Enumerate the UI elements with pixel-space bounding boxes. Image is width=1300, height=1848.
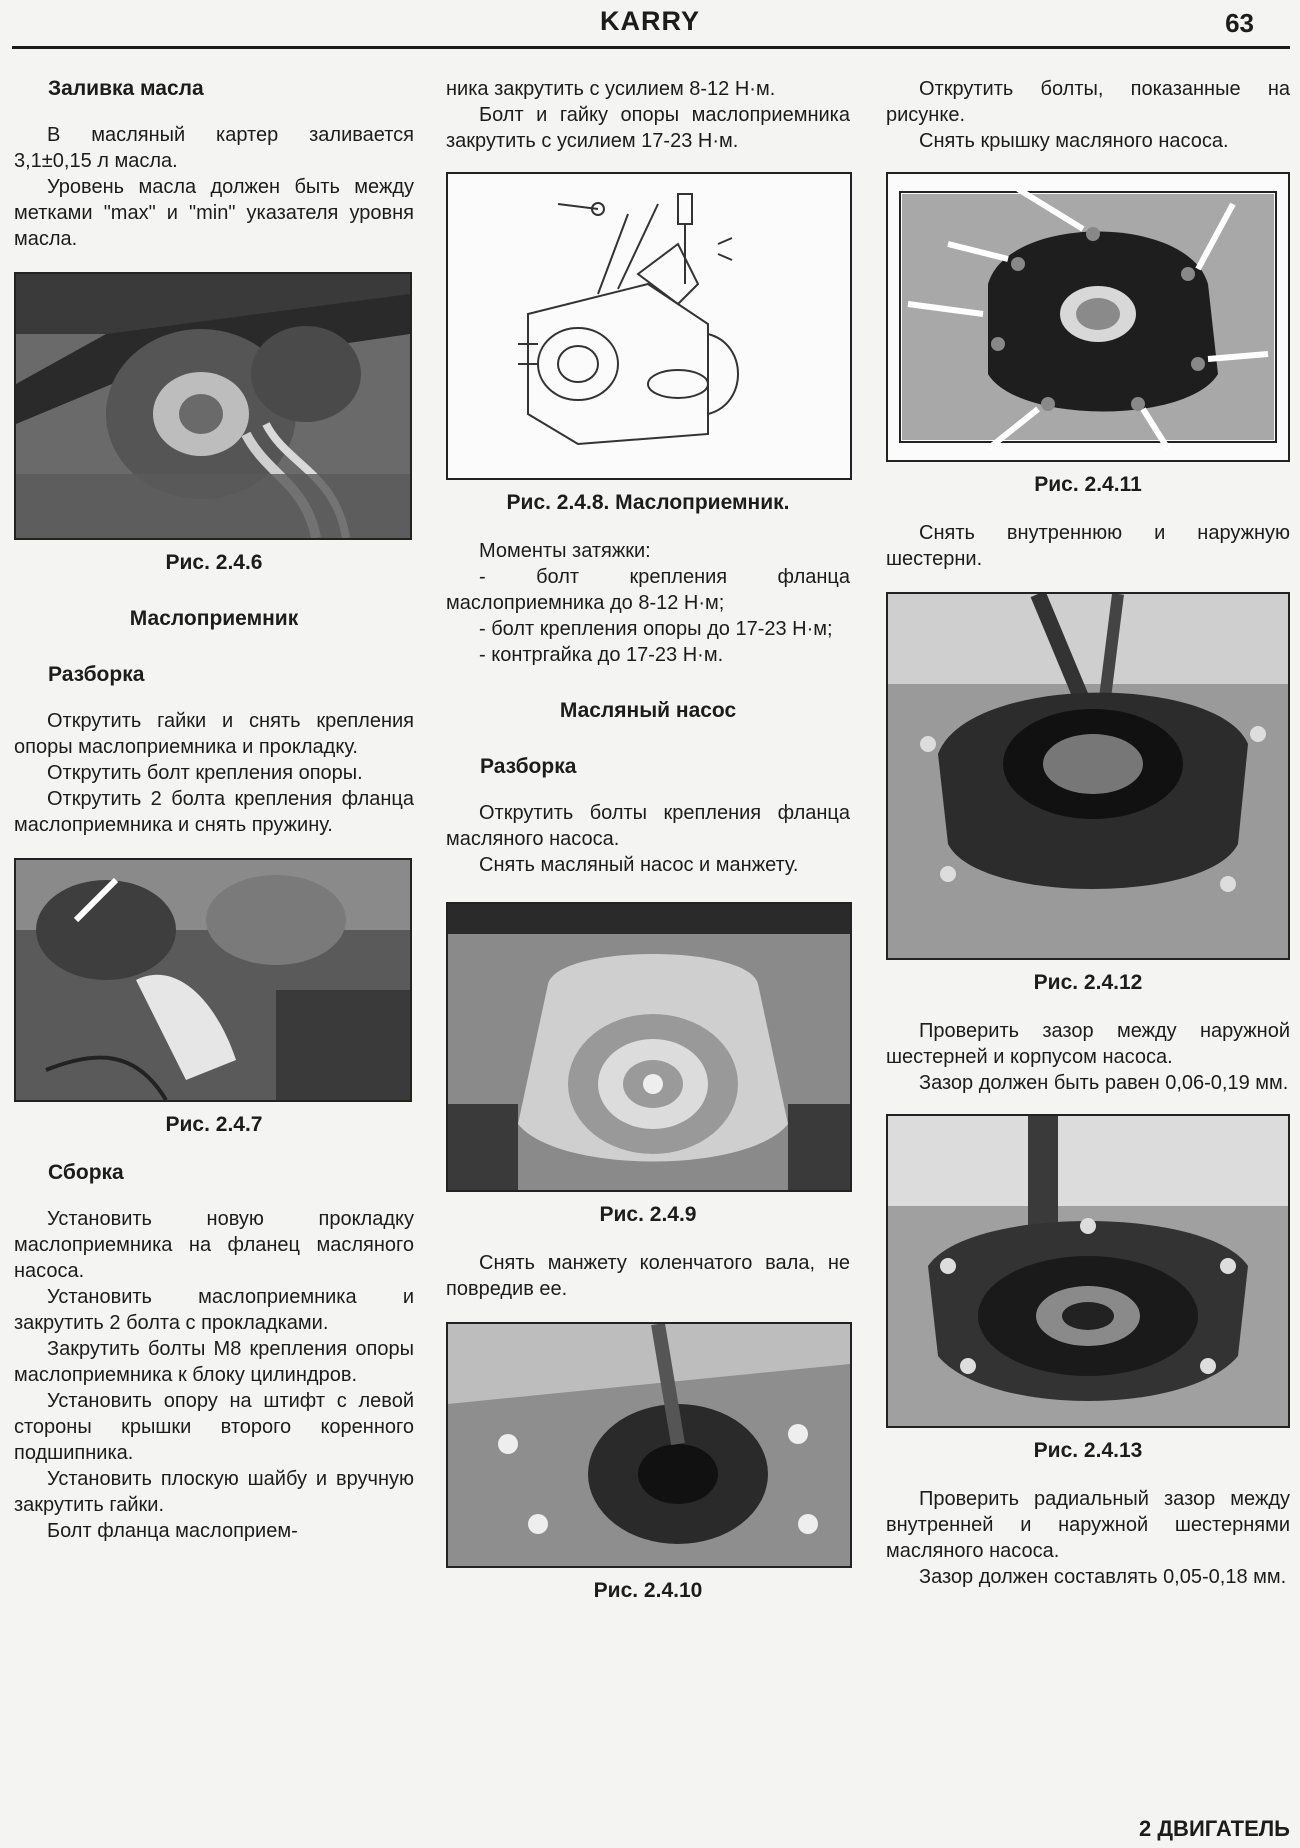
pump-paragraph-1: Открутить болты крепления фланца масляного насоса. xyxy=(446,802,850,850)
assembly-paragraph-4: Установить опору на штифт с левой стороны крышки второго коренного подшипника. xyxy=(14,1390,414,1464)
oil-fill-paragraph-2: Уровень масла должен быть между метками "max" и "min" указателя уровня масла. xyxy=(14,176,414,250)
assembly-paragraph-3: Закрутить болты М8 крепления опоры маслоприемника к блоку цилиндров. xyxy=(14,1338,414,1386)
disassembly-heading-middle: Разборка xyxy=(480,755,577,778)
gears-paragraph: Снять внутреннюю и наружную шестерни. xyxy=(886,522,1290,570)
radial-paragraph-1: Проверить радиальный зазор между внутренней и наружной шестернями масляного насоса. xyxy=(886,1488,1290,1562)
oil-pickup-heading: Маслоприемник xyxy=(129,607,299,630)
bolts-paragraph-1: Открутить болты, показанные на рисунке. xyxy=(886,78,1290,126)
oil-pump-heading: Масляный насос xyxy=(559,699,737,722)
torque-title: Моменты затяжки: xyxy=(479,540,651,562)
header-rule xyxy=(12,46,1290,49)
assembly-heading: Сборка xyxy=(48,1161,124,1184)
pump-paragraph-2: Снять масляный насос и манжету. xyxy=(479,854,799,876)
radial-paragraph-2: Зазор должен составлять 0,05-0,18 мм. xyxy=(919,1566,1287,1588)
torque-list xyxy=(446,538,850,668)
assembly-paragraph-2: Установить маслоприемника и закрутить 2 болта с прокладками. xyxy=(14,1286,414,1334)
disassembly-paragraph-3: Открутить 2 болта крепления фланца маслоприемника и снять пружину. xyxy=(14,788,414,836)
footer-chapter: 2 ДВИГАТЕЛЬ xyxy=(1139,1816,1290,1841)
torque-item-1: - болт крепления фланца маслоприемника до 8-12 Н·м; xyxy=(446,566,850,614)
figure-2-4-11-photo xyxy=(886,172,1290,462)
disassembly-heading-left: Разборка xyxy=(48,663,145,686)
figure-2-4-13-photo xyxy=(886,1114,1290,1428)
figure-2-4-8-caption: Рис. 2.4.8. Маслоприемник. xyxy=(506,491,790,514)
figure-2-4-6-caption: Рис. 2.4.6 xyxy=(165,551,263,574)
continuation-paragraph-2: Болт и гайку опоры маслоприемника закрутить с усилием 17-23 Н·м. xyxy=(446,104,850,152)
figure-2-4-12-photo xyxy=(886,592,1290,960)
continuation-paragraph-1: ника закрутить с усилием 8-12 Н·м. xyxy=(446,78,776,100)
torque-item-3: - контргайка до 17-23 Н·м. xyxy=(479,644,724,666)
oil-fill-paragraph-1: В масляный картер заливается 3,1±0,15 л масла. xyxy=(14,124,414,172)
figure-2-4-12-caption: Рис. 2.4.12 xyxy=(1033,971,1143,994)
seal-paragraph: Снять манжету коленчатого вала, не повредив ее. xyxy=(446,1252,850,1300)
header-title: KARRY xyxy=(599,6,700,36)
gap-paragraph-1: Проверить зазор между наружной шестерней и корпусом насоса. xyxy=(886,1020,1290,1068)
oil-fill-heading: Заливка масла xyxy=(48,77,204,100)
assembly-paragraph-5: Установить плоскую шайбу и вручную закрутить гайки. xyxy=(14,1468,414,1516)
gap-paragraph-2: Зазор должен быть равен 0,06-0,19 мм. xyxy=(919,1072,1289,1094)
figure-2-4-10-caption: Рис. 2.4.10 xyxy=(593,1579,703,1602)
figure-2-4-11-caption: Рис. 2.4.11 xyxy=(1034,473,1142,496)
figure-2-4-7-caption: Рис. 2.4.7 xyxy=(165,1113,263,1136)
figure-2-4-9-photo xyxy=(446,902,852,1192)
figure-2-4-13-caption: Рис. 2.4.13 xyxy=(1033,1439,1143,1462)
disassembly-paragraph-1: Открутить гайки и снять крепления опоры маслоприемника и прокладку. xyxy=(14,710,414,758)
disassembly-paragraph-2: Открутить болт крепления опоры. xyxy=(47,762,363,784)
figure-2-4-7-photo xyxy=(14,858,412,1102)
bolts-paragraph-2: Снять крышку масляного насоса. xyxy=(919,130,1229,152)
page-number: 63 xyxy=(1225,8,1254,38)
column-left xyxy=(14,76,414,1544)
figure-2-4-8-diagram xyxy=(446,172,852,480)
figure-2-4-6-photo xyxy=(14,272,412,540)
figure-2-4-10-photo xyxy=(446,1322,852,1568)
column-middle xyxy=(446,76,850,1604)
figure-2-4-9-caption: Рис. 2.4.9 xyxy=(599,1203,697,1226)
torque-item-2: - болт крепления опоры до 17-23 Н·м; xyxy=(479,618,833,640)
assembly-paragraph-6: Болт фланца маслоприем- xyxy=(47,1520,298,1542)
assembly-paragraph-1: Установить новую прокладку маслоприемника на фланец масляного насоса. xyxy=(14,1208,414,1282)
column-right xyxy=(886,76,1290,1590)
